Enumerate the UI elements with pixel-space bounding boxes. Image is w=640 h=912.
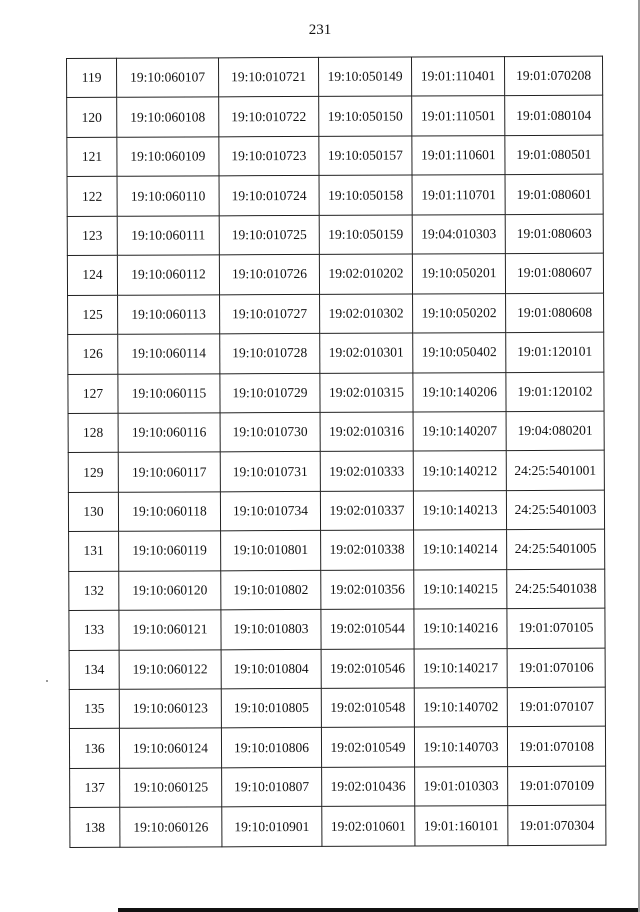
table-row [68, 372, 604, 414]
row-number-cell: 129 [68, 453, 118, 493]
cadastral-code-cell: 19:02:010436 [322, 767, 415, 807]
cadastral-code-cell: 19:01:070108 [507, 727, 605, 767]
row-number-cell: 122 [67, 177, 117, 217]
cadastral-code-cell: 19:01:110401 [411, 57, 504, 97]
cadastral-code-cell: 19:10:050402 [413, 333, 506, 373]
cadastral-code-cell: 19:10:140215 [414, 569, 507, 609]
cadastral-code-cell: 19:10:060126 [120, 807, 222, 847]
cadastral-code-cell: 19:10:050149 [318, 57, 411, 97]
cadastral-code-cell: 19:01:080607 [505, 253, 603, 293]
table-row [69, 569, 605, 611]
cadastral-code-cell: 19:01:110701 [412, 175, 505, 215]
row-number-cell: 119 [67, 58, 117, 98]
cadastral-code-cell: 19:02:010302 [320, 294, 413, 334]
cadastral-code-cell: 19:02:010601 [322, 806, 415, 846]
table-row [67, 214, 603, 256]
cadastral-code-cell: 19:04:010303 [412, 214, 505, 254]
table-row [69, 648, 605, 690]
row-number-cell: 134 [69, 650, 119, 690]
row-number-cell: 137 [70, 768, 120, 808]
cadastral-code-cell: 19:10:050158 [319, 175, 412, 215]
cadastral-code-cell: 19:10:060112 [117, 255, 219, 295]
cadastral-code-cell: 19:10:010730 [220, 412, 320, 452]
cadastral-code-cell: 19:01:160101 [415, 806, 508, 846]
row-number-cell: 128 [68, 413, 118, 453]
table-row [70, 805, 606, 847]
table-row [68, 451, 604, 493]
table-row [68, 293, 604, 335]
table-row [69, 727, 605, 769]
row-number-cell: 133 [69, 610, 119, 650]
cadastral-code-cell: 19:01:080603 [505, 214, 603, 254]
cadastral-code-cell: 19:10:060108 [117, 97, 219, 137]
cadastral-code-cell: 19:10:050201 [412, 254, 505, 294]
cadastral-code-cell: 19:02:010548 [321, 688, 414, 728]
cadastral-code-cell: 19:10:010901 [222, 807, 322, 847]
row-number-cell: 121 [67, 137, 117, 177]
cadastral-code-cell: 19:10:010734 [220, 491, 320, 531]
cadastral-code-cell: 19:10:010801 [221, 531, 321, 571]
cadastral-code-cell: 24:25:5401038 [507, 569, 605, 609]
cadastral-code-cell: 19:10:060116 [118, 413, 220, 453]
table-row [69, 608, 605, 650]
cadastral-code-cell: 19:02:010356 [321, 570, 414, 610]
row-number-cell: 138 [70, 808, 120, 848]
cadastral-code-cell: 19:10:060110 [117, 176, 219, 216]
row-number-cell: 127 [68, 374, 118, 414]
cadastral-code-cell: 19:10:140217 [414, 648, 507, 688]
scan-artifact-line [118, 908, 640, 912]
cadastral-code-cell: 24:25:5401003 [506, 490, 604, 530]
table-row [67, 56, 603, 98]
cadastral-code-cell: 19:02:010546 [321, 649, 414, 689]
cadastral-code-cell: 19:10:010731 [220, 452, 320, 492]
row-number-cell: 132 [69, 571, 119, 611]
cadastral-code-cell: 19:01:070208 [504, 56, 602, 96]
cadastral-code-cell: 19:02:010202 [319, 254, 412, 294]
cadastral-codes-table [66, 56, 606, 848]
cadastral-code-cell: 19:10:010806 [221, 728, 321, 768]
cadastral-code-cell: 19:02:010544 [321, 609, 414, 649]
cadastral-code-cell: 19:10:060117 [118, 452, 220, 492]
cadastral-code-cell: 19:02:010549 [321, 727, 414, 767]
cadastral-code-cell: 19:10:140702 [414, 688, 507, 728]
page-number: 231 [308, 22, 332, 38]
scan-artifact-speck [46, 680, 48, 682]
cadastral-code-cell: 19:10:010721 [219, 57, 319, 97]
row-number-cell: 120 [67, 98, 117, 138]
cadastral-code-cell: 19:10:050150 [319, 96, 412, 136]
cadastral-code-cell: 19:10:010803 [221, 610, 321, 650]
cadastral-code-cell: 19:10:010728 [220, 333, 320, 373]
cadastral-code-cell: 19:02:010338 [321, 530, 414, 570]
table-row [68, 332, 604, 374]
cadastral-code-cell: 19:01:070304 [508, 805, 606, 845]
table-row [69, 529, 605, 571]
cadastral-code-cell: 19:10:010722 [219, 97, 319, 137]
cadastral-code-cell: 19:01:120101 [506, 332, 604, 372]
cadastral-code-cell: 19:10:060120 [119, 571, 221, 611]
cadastral-code-cell: 19:10:010804 [221, 649, 321, 689]
cadastral-code-cell: 19:10:140212 [413, 451, 506, 491]
cadastral-code-cell: 19:10:060109 [117, 137, 219, 177]
cadastral-code-cell: 19:10:060125 [120, 768, 222, 808]
table-row [69, 687, 605, 729]
table-row [68, 411, 604, 453]
cadastral-code-cell: 19:01:110601 [412, 135, 505, 175]
cadastral-code-cell: 19:10:010802 [221, 570, 321, 610]
table-row [68, 490, 604, 532]
cadastral-code-cell: 19:10:050202 [413, 293, 506, 333]
cadastral-code-cell: 24:25:5401005 [507, 529, 605, 569]
cadastral-code-cell: 19:01:070106 [507, 648, 605, 688]
cadastral-code-cell: 19:10:060107 [117, 58, 219, 98]
cadastral-code-cell: 19:10:140207 [413, 412, 506, 452]
cadastral-code-cell: 19:02:010337 [320, 491, 413, 531]
cadastral-code-cell: 19:01:080104 [505, 96, 603, 136]
cadastral-code-cell: 19:10:060123 [119, 689, 221, 729]
table-row [67, 135, 603, 177]
table-row [70, 766, 606, 808]
cadastral-code-cell: 19:10:140703 [414, 727, 507, 767]
cadastral-code-cell: 19:01:010303 [415, 766, 508, 806]
cadastral-code-cell: 19:10:010725 [219, 215, 319, 255]
cadastral-code-cell: 19:10:140213 [413, 490, 506, 530]
cadastral-code-cell: 19:10:060113 [118, 294, 220, 334]
cadastral-code-cell: 19:10:140206 [413, 372, 506, 412]
cadastral-code-cell: 19:10:010724 [219, 176, 319, 216]
cadastral-code-cell: 19:10:060114 [118, 334, 220, 374]
row-number-cell: 124 [67, 255, 117, 295]
cadastral-code-cell: 19:10:140214 [414, 530, 507, 570]
row-number-cell: 125 [68, 295, 118, 335]
cadastral-code-cell: 19:01:120102 [506, 372, 604, 412]
row-number-cell: 123 [67, 216, 117, 256]
table-body [67, 56, 606, 847]
cadastral-code-cell: 19:01:080601 [505, 174, 603, 214]
row-number-cell: 131 [69, 532, 119, 572]
cadastral-code-cell: 19:10:140216 [414, 609, 507, 649]
cadastral-code-cell: 19:01:070109 [508, 766, 606, 806]
cadastral-code-cell: 19:10:060118 [118, 492, 220, 532]
cadastral-code-cell: 19:10:010726 [219, 255, 319, 295]
cadastral-code-cell: 19:01:070107 [507, 687, 605, 727]
cadastral-code-cell: 19:02:010333 [320, 451, 413, 491]
cadastral-code-cell: 24:25:5401001 [506, 451, 604, 491]
row-number-cell: 126 [68, 334, 118, 374]
cadastral-code-cell: 19:10:010807 [222, 767, 322, 807]
cadastral-code-cell: 19:01:080608 [506, 293, 604, 333]
row-number-cell: 130 [68, 492, 118, 532]
cadastral-code-cell: 19:10:050159 [319, 215, 412, 255]
cadastral-code-cell: 19:01:070105 [507, 608, 605, 648]
table-row [67, 253, 603, 295]
cadastral-code-cell: 19:10:050157 [319, 136, 412, 176]
cadastral-code-cell: 19:04:080201 [506, 411, 604, 451]
row-number-cell: 136 [69, 729, 119, 769]
cadastral-code-cell: 19:10:060115 [118, 373, 220, 413]
cadastral-code-cell: 19:10:010729 [220, 373, 320, 413]
cadastral-code-cell: 19:10:010727 [220, 294, 320, 334]
cadastral-code-cell: 19:02:010316 [320, 412, 413, 452]
cadastral-code-cell: 19:10:060119 [119, 531, 221, 571]
cadastral-code-cell: 19:10:010723 [219, 136, 319, 176]
cadastral-code-cell: 19:10:060124 [119, 728, 221, 768]
table-row [67, 174, 603, 216]
cadastral-code-cell: 19:10:010805 [221, 688, 321, 728]
cadastral-code-cell: 19:02:010301 [320, 333, 413, 373]
cadastral-code-cell: 19:10:060121 [119, 610, 221, 650]
cadastral-code-cell: 19:01:110501 [412, 96, 505, 136]
table-row [67, 96, 603, 138]
cadastral-code-cell: 19:02:010315 [320, 372, 413, 412]
cadastral-code-cell: 19:10:060122 [119, 649, 221, 689]
cadastral-code-cell: 19:01:080501 [505, 135, 603, 175]
row-number-cell: 135 [69, 689, 119, 729]
cadastral-code-cell: 19:10:060111 [117, 216, 219, 256]
